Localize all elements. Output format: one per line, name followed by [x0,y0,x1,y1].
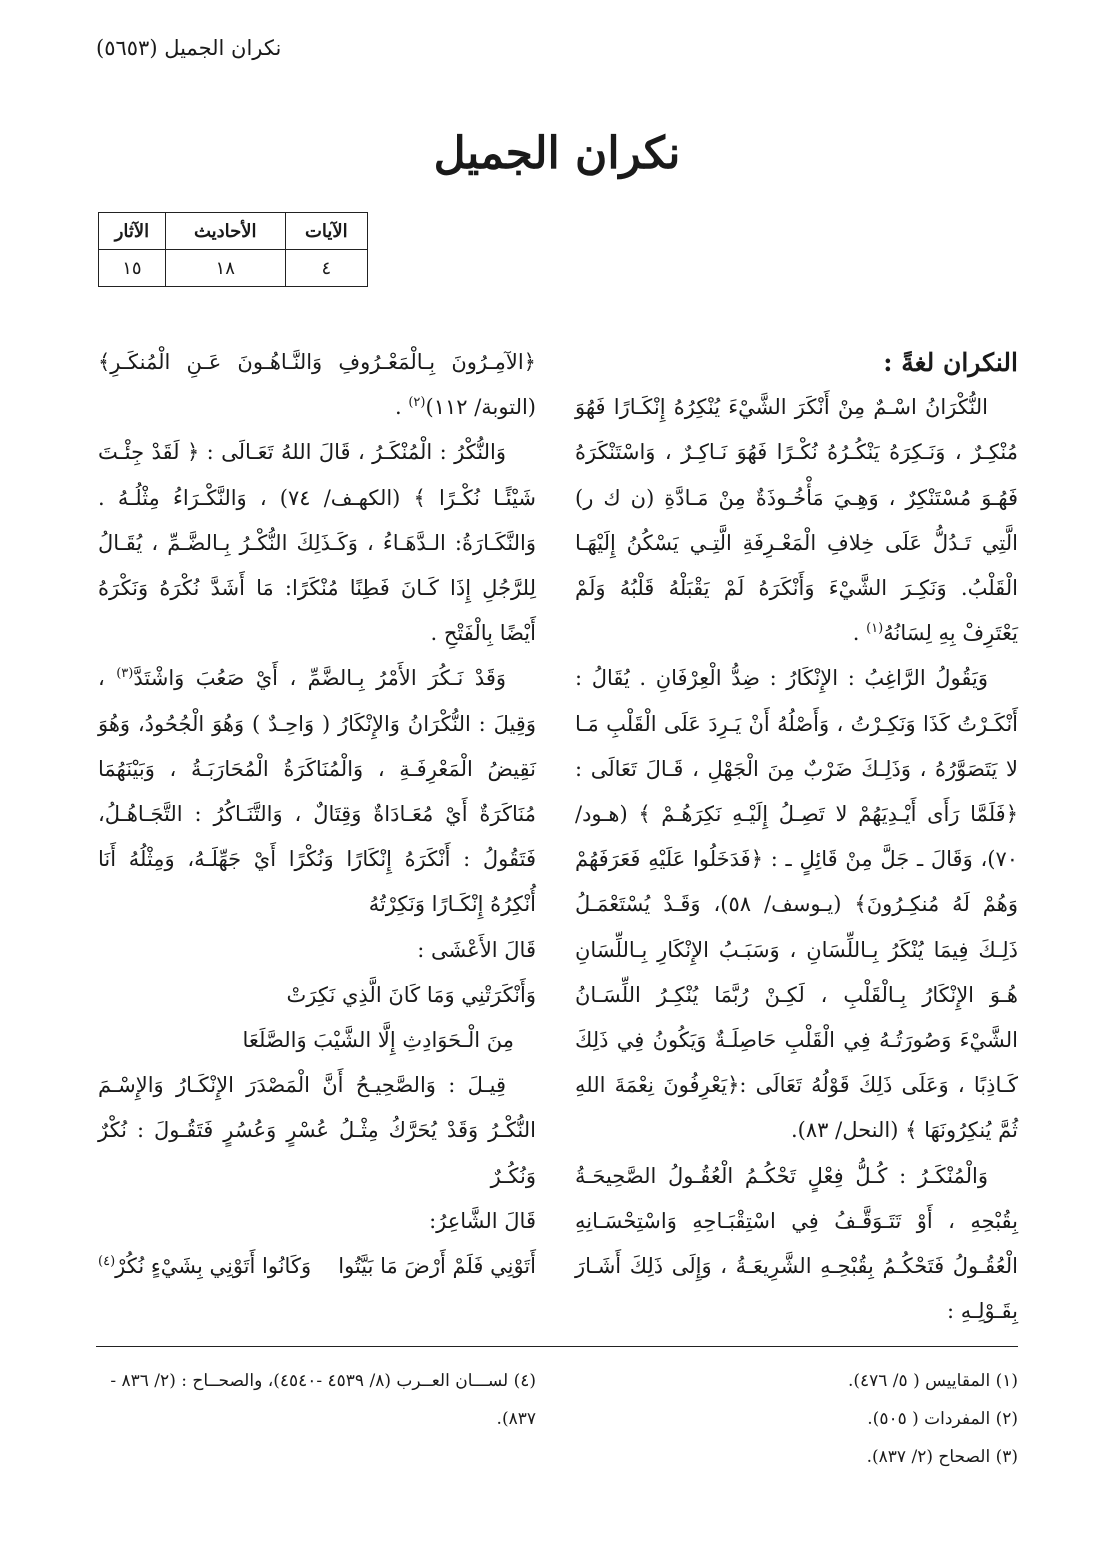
paragraph [98,656,536,927]
running-header: نكران الجميل (٥٦٥٣) [96,36,282,60]
footnote: (٢) المفردات ( ٥٠٥). [867,1409,1018,1429]
poet-attribution: قَالَ الأَعْشَى : [417,937,536,962]
verse-hemistich-wrap [98,1244,311,1289]
quran-quote: ﴿الآمِـرُونَ بِـالْمَعْـرُوفِ وَالنَّـاهُـونَ عَـنِ الْمُنكَـرِ﴾ (التوبة/ ١١٢) [98,350,536,420]
page-title: نكران الجميل [433,128,681,179]
stats-table [98,212,368,287]
right-column [575,340,1018,1334]
stats-header-hadiths: الأحاديث [165,213,285,250]
paragraph-end: . [394,395,409,420]
stats-value-row [99,250,368,287]
verse [98,1244,536,1289]
stats-value-hadiths: ١٨ [165,250,285,287]
stats-value-athar: ١٥ [99,250,166,287]
verse-line: وَأَنْكَرَتْنِي وَمَا كَانَ الَّذِي نَكِرَتْ [286,982,536,1007]
stats-value-verses: ٤ [285,250,367,287]
poet-attribution: قَالَ الشَّاعِرُ: [429,1208,536,1233]
verse [98,973,536,1063]
footnote-ref: (٣) [116,666,134,682]
verse-hemistich: وَكَانُوا أَتَوْنِي بِشَيْءٍ نُكُرْ [115,1254,312,1279]
section-heading: النكران لغةً : [883,348,1018,377]
paragraph: قِيـلَ : وَالصَّحِيـحُ أَنَّ الْمَصْدَرَ الإِنْكَـارُ وَالإِسْـمَ النُّكْـرُ وَقَدْ يُحَرَّكُ مِثْـلُ عُسْرٍ وَعُسُرٍ فَتَقُـولَ : نُكْرٌ وَنُكُـرٌ [98,1073,536,1188]
left-column [98,340,536,1289]
paragraph [575,385,1018,656]
footnote: (٤) لســـان العــرب (٨/ ٤٥٣٩ -٤٥٤٠)، والصحــاح : (٢/ ٨٣٦ - ٨٣٧). [110,1371,536,1429]
paragraph: وَيَقُولُ الرَّاغِبُ : الإِنْكَارُ : ضِدُّ الْعِرْفَانِ . يُقَالُ : أَنْكَـرْتُ كَذَا وَنَكِـرْتُ ، وَأَصْلُهُ أَنْ يَـرِدَ عَلَى الْقَلْبِ مَـا لا يَتَصَوَّرُهُ ، وَذَلِـكَ ضَرْبٌ مِنَ الْجَهْلِ ، قَـالَ تَعَالَى : ﴿فَلَمَّا رَأَى أَيْـدِيَهُمْ لا تَصِـلُ إِلَيْـهِ نَكِرَهُـمْ ﴾ (هـود/ ٧٠)، وَقَالَ ـ جَلَّ مِنْ قَائِلٍ ـ : ﴿فَدَخَلُوا عَلَيْهِ فَعَرَفَهُمْ وَهُمْ لَهُ مُنكِـرُونَ﴾ (يـوسف/ ٥٨)، وَقَـدْ يُسْتَعْمَـلُ ذَلِـكَ فِيمَا يُنْكَرُ بِـاللِّسَانِ ، وَسَبَـبُ الإِنْكَارِ بِـاللِّسَانِ هُـوَ الإِنْكَارُ بِـالْقَلْبِ ، لَكِـنْ رُبَّمَا يُنْكِـرُ اللِّسَـانُ الشَّيْءَ وَصُورَتُـهُ فِي الْقَلْبِ حَاصِلَـةٌ وَيَكُونُ فِي ذَلِكَ كَـاذِبًا ، وَعَلَى ذَلِكَ قَوْلُهُ تَعَالَى :﴿يَعْرِفُونَ نِعْمَةَ اللهِ ثُمَّ يُنكِرُونَهَا ﴾ (النحل/ ٨٣). [575,666,1018,1143]
footnotes-right [575,1362,1018,1476]
verse-hemistich: أَتَوْنِي فَلَمْ أَرْضَ مَا بَيَّتُوا [338,1254,536,1279]
paragraph: وَالْمُنْكَـرُ : كُـلُّ فِعْلٍ تَحْكُـمُ الْعُقُـولُ الصَّحِيحَـةُ بِقُبْحِهِ ، أَوْ تَتَـوَقَّـفُ فِي اسْتِقْبَـاحِهِ وَاسْتِحْسَـانِهِ الْعُقُـولُ فَتَحْكُـمُ بِقُبْحِـهِ الشَّرِيعَـةُ ، وَإِلَى ذَلِكَ أَشَـارَ بِقَـوْلِـهِ : [575,1163,1018,1324]
stats-header-verses: الآيات [285,213,367,250]
footnote: (١) المقاييس ( ٥/ ٤٧٦). [847,1371,1018,1391]
stats-header-row [99,213,368,250]
stats-header-athar: الآثار [99,213,166,250]
paragraph-text: ، وَقِيلَ : النُّكْرَانُ وَالإِنْكَارُ ( وَاحِـدٌ ) وَهُوَ الْجُحُودُ، وَهُوَ نَقِيضُ الْمَعْرِفَـةِ ، وَالْمُنَاكَرَةُ الْمُحَارَبَـةُ ، وَبَيْنَهُمَا مُنَاكَرَةٌ أَيْ مُعَـادَاةٌ وَقِتَالٌ ، وَالتَّنَـاكُرُ : التَّجَـاهُـلُ، فَتَقُولُ : أَنْكَرَهُ إِنْكَارًا وَنُكْرًا أَيْ جَهِّلَـهُ، وَمِثْلُهُ أَنَا أُنْكِرُهُ إِنْكَـارًا وَنَكِرْتُهُ [98,666,536,917]
paragraph: وَالنُّكْرُ : الْمُنْكَـرُ ، قَالَ اللهُ تَعَـالَى : ﴿ لَقَدْ جِئْـتَ شَيْئًـا نُكْـرًا ﴾ (الكهـف/ ٧٤) ، وَالنَّكْـرَاءُ مِثْلُـهُ . وَالنَّكَـارَةُ: الـدَّهَـاءُ ، وَكَـذَلِكَ النُّكْـرُ بِـالضَّـمِّ ، يُقَـالُ لِلرَّجُلِ إِذَا كَـانَ فَطِنًا مُنْكَرًا: مَا أَشَدَّ نُكْرَهُ وَنَكْرَهُ أَيْضًا بِالْفَتْحِ . [98,440,536,646]
paragraph [98,340,536,430]
footnote-ref: (١) [866,621,884,637]
paragraph-text: وَقَدْ نَـكُرَ الأَمْرُ بِـالضَّمِّ ، أَيْ صَعُبَ وَاشْتَدَّ [133,666,506,691]
paragraph-text: النُّكْرَانُ اسْـمٌ مِنْ أَنْكَرَ الشَّيْءَ يُنْكِرُهُ إِنْكَـارًا فَهُوَ مُنْكِـرٌ ، وَنَـكِرَهُ يَنْكُـرُهُ نُكْـرًا فَهُوَ نَـاكِـرٌ ، وَاسْتَنْكَرَهُ فَهُـوَ مُسْتَنْكِرٌ ، وَهِـيَ مَأْخُـوذَةٌ مِنْ مَـادَّةِ (ن ك ر) الَّتِي تَـدُلُّ عَلَى خِلافِ الْمَعْـرِفَةِ الَّتِـي يَسْكُنُ إِلَيْهَـا الْقَلْبُ. وَنَكِـرَ الشَّيْءَ وَأَنْكَرَهُ لَمْ يَقْبَلْهُ قَلْبُهُ وَلَمْ يَعْتَرِفْ بِهِ لِسَانُهُ [575,395,1018,646]
footnote-ref: (٤) [98,1254,116,1270]
footnote-separator [96,1346,1018,1347]
footnotes-left [98,1362,536,1438]
verse-line: مِنَ الْـحَوَادِثِ إِلَّا الشَّيْبَ وَالصَّلَعَا [242,1028,514,1053]
paragraph-end: . [852,621,867,646]
footnote: (٣) الصحاح (٢/ ٨٣٧). [866,1447,1018,1467]
footnote-ref: (٢) [408,395,426,411]
